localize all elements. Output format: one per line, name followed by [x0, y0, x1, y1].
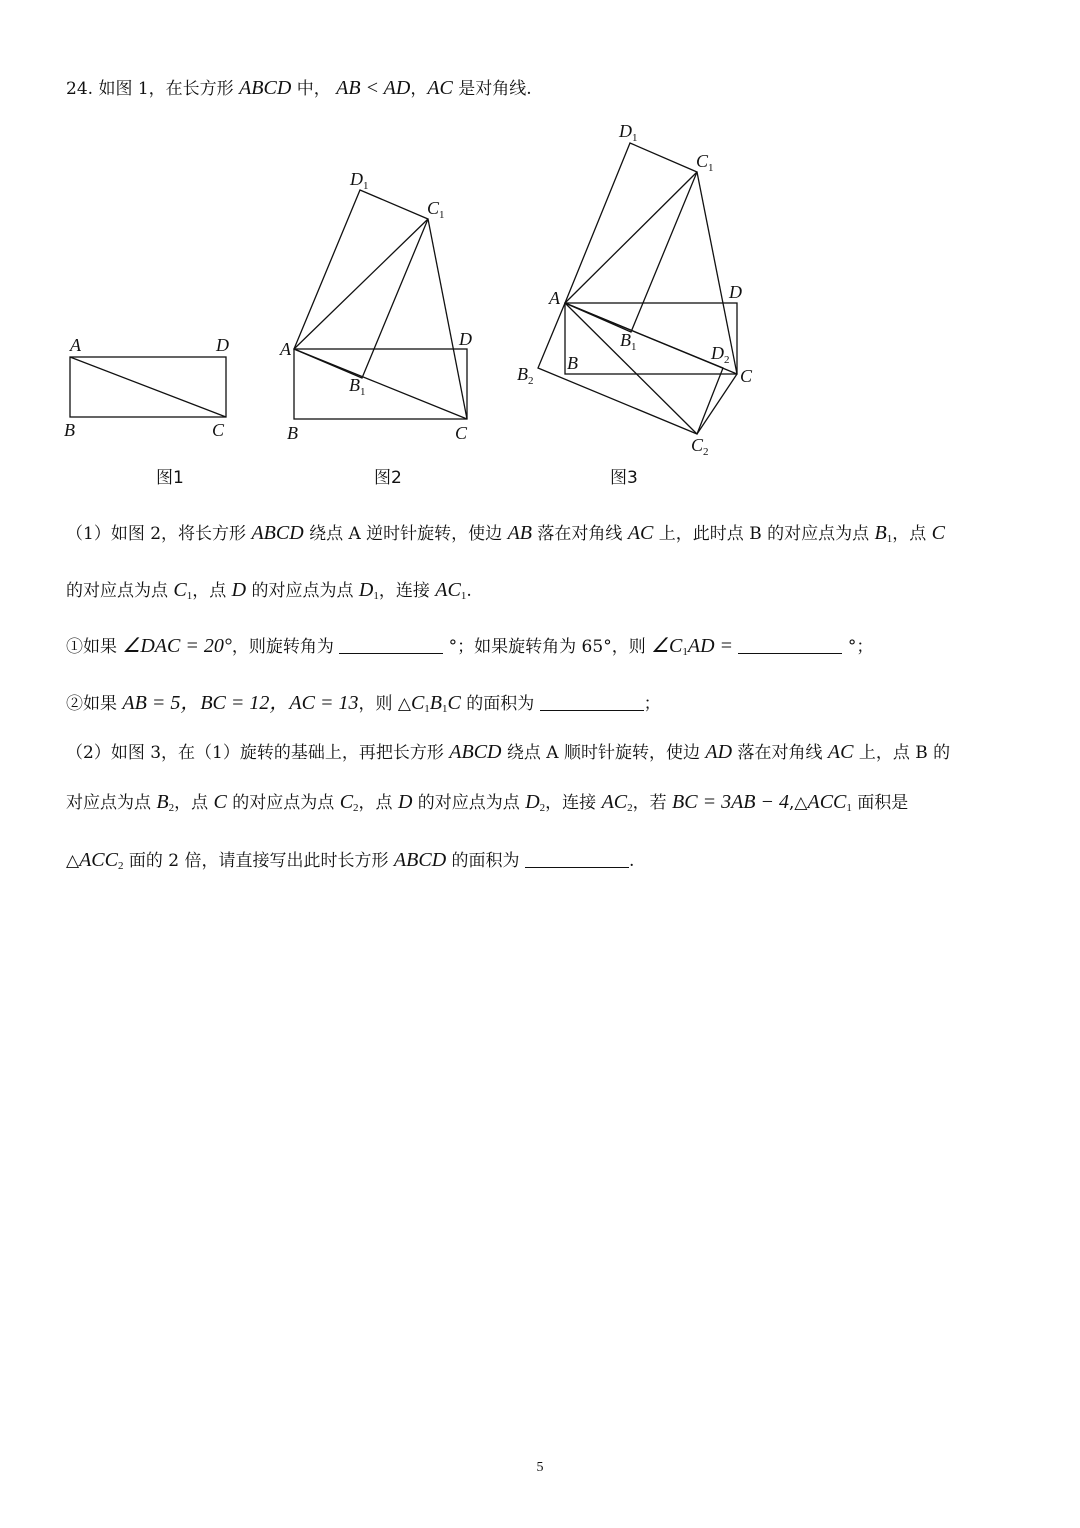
figure-2: [294, 190, 467, 419]
fig3-label-c2: $C_2$: [691, 435, 709, 458]
fig1-label-d: D: [216, 335, 229, 355]
fig3-label-c: C: [740, 366, 753, 386]
figure-1: [70, 357, 226, 417]
part1-question1: ①如果 ∠DAC = 20°，则旋转角为 °；如果旋转角为 65°，则 $\angle C_1AD$ = °；: [66, 635, 874, 658]
fig2-label-a: A: [280, 339, 291, 359]
fig3-label-c1: $C_1$: [696, 151, 714, 174]
fig3-label-d2: $D_2$: [711, 343, 730, 366]
fig3-label-b: B: [567, 353, 578, 373]
fig3-label-b1: $B_1$: [620, 330, 637, 353]
answer-blank-triangle-area[interactable]: [540, 692, 644, 711]
fig2-caption: 图2: [374, 468, 402, 488]
figure-3: [538, 143, 737, 434]
fig1-caption: 图1: [156, 468, 184, 488]
fig3-caption: 图3: [610, 468, 638, 488]
part2-line1: （2）如图 3，在（1）旋转的基础上，再把长方形 ABCD 绕点 A 顺时针旋转，使边 AD 落在对角线 AC 上，点 B 的: [66, 741, 951, 763]
answer-blank-rotation-angle[interactable]: [339, 635, 443, 654]
figures-diagram: [0, 110, 1080, 500]
fig3-label-a: A: [549, 288, 560, 308]
answer-blank-rectangle-area[interactable]: [525, 849, 629, 868]
part2-line3: $\triangle ACC_2$ 面的 2 倍，请直接写出此时长方形 ABCD 的面积为 .: [66, 849, 635, 872]
question-intro: 24. 如图 1，在长方形 ABCD 中， AB < AD，AC 是对角线.: [66, 77, 532, 99]
fig2-label-b1: $B_1$: [349, 375, 366, 398]
fig3-label-d: D: [729, 282, 742, 302]
part1-line2: 的对应点为点 $C_1$，点 D 的对应点为点 $D_1$，连接 $AC_1$.: [66, 579, 472, 602]
part2-line2: 对应点为点 $B_2$，点 C 的对应点为点 $C_2$，点 D 的对应点为点 $D_2$，连接 $AC_2$，若 BC = $3AB - 4,\triangle ACC_1$ 面积是: [66, 791, 909, 814]
fig2-label-d1: $D_1$: [350, 169, 369, 192]
fig1-label-a: A: [70, 335, 81, 355]
fig3-label-b2: $B_2$: [517, 364, 534, 387]
fig2-label-c: C: [455, 423, 468, 443]
page-number: 5: [536, 1460, 544, 1475]
part1-question2: ②如果 AB = 5，BC = 12，AC = 13，则 $\triangle C_1B_1C$ 的面积为 ；: [66, 692, 661, 715]
fig1-label-c: C: [212, 420, 225, 440]
part1-line1: （1）如图 2，将长方形 ABCD 绕点 A 逆时针旋转，使边 AB 落在对角线 AC 上，此时点 B 的对应点为点 $B_1$，点 C: [66, 522, 945, 545]
fig2-label-b: B: [287, 423, 298, 443]
fig1-label-b: B: [64, 420, 75, 440]
fig2-label-d: D: [459, 329, 472, 349]
fig2-label-c1: $C_1$: [427, 198, 445, 221]
fig3-label-d1: $D_1$: [619, 121, 638, 144]
answer-blank-angle-c1ad[interactable]: [738, 635, 842, 654]
